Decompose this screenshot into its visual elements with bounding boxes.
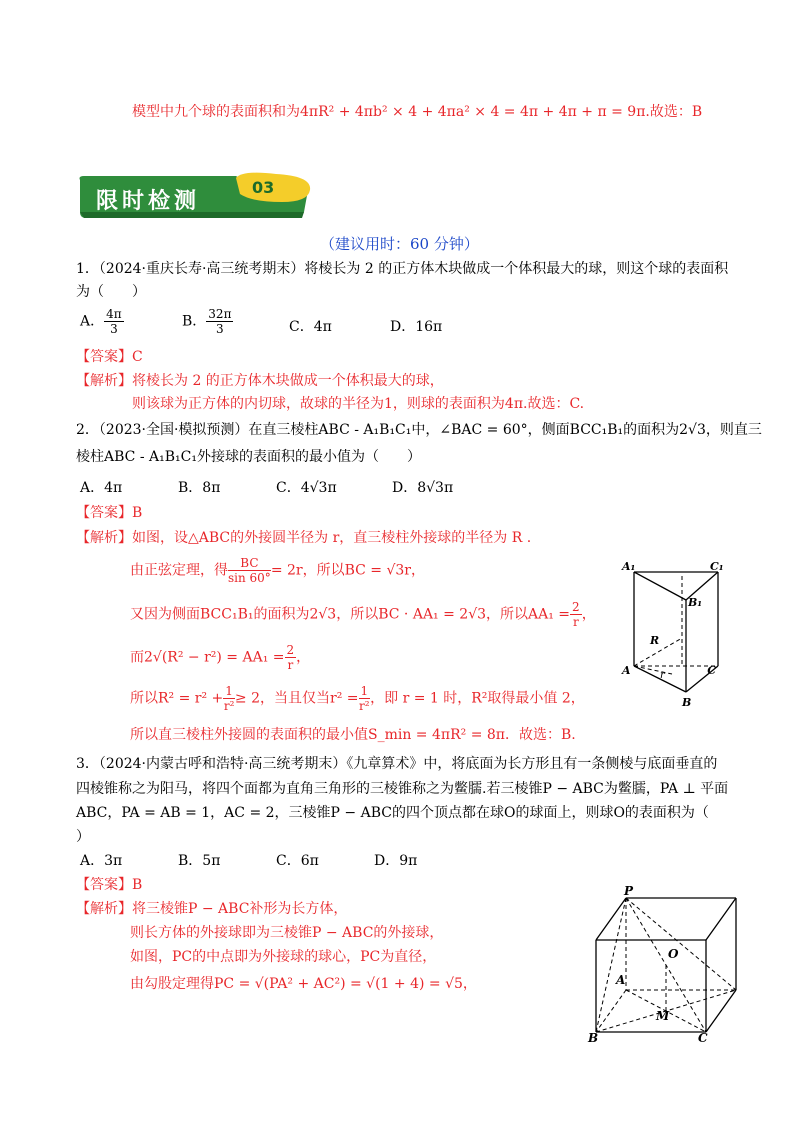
q3-analysis-line2: 则长方体的外接球即为三棱锥P − ABC的外接球， [130, 925, 444, 941]
label-o: O [668, 947, 679, 961]
q3-option-a: A．3π [80, 853, 123, 869]
label-m: M [656, 1009, 670, 1023]
q2-answer: 【答案】B [76, 505, 143, 521]
label-c: C [698, 1031, 708, 1045]
q2-stem-line1: 2．（2023·全国·模拟预测）在直三棱柱ABC - A₁B₁C₁中，∠BAC = 60°，侧面BCC₁B₁的面积为2√3，则直三 [76, 422, 762, 438]
q3-box-figure [586, 884, 746, 1044]
banner-title: 限时检测 [96, 189, 201, 214]
q1-option-c: C．4π [289, 319, 332, 335]
q3-answer: 【答案】B [76, 877, 143, 893]
label-a: A [616, 973, 626, 987]
q2-step1: 由正弦定理，得 $\frac{BC}{\sin 60^\circ}$ = 2r，所以BC = √3r， [130, 556, 426, 585]
q2-step3: 而2√(R² − r²) = AA₁ = $\frac{2}{r}$ ， [130, 643, 311, 672]
label-c1: C₁ [710, 560, 724, 573]
banner-number: 03 [252, 178, 275, 197]
q2-option-b: B．8π [178, 480, 221, 496]
q3-stem-line4: ） [76, 829, 90, 845]
q2-prism-figure [620, 558, 724, 709]
label-b: B [588, 1031, 599, 1045]
q1-option-b: B． $\frac{32\pi}{3}$ [182, 307, 232, 336]
q2-step2: 又因为侧面BCC₁B₁的面积为2√3，所以BC · AA₁ = 2√3，所以AA₁ = $\frac{2}{r}$ ， [130, 600, 596, 629]
label-b1: B₁ [688, 596, 703, 609]
label-c: C [707, 664, 716, 677]
q1-option-a: A． $\frac{4\pi}{3}$ [80, 307, 122, 336]
q2-stem-line2: 棱柱ABC - A₁B₁C₁外接球的表面积的最小值为（ ） [76, 449, 421, 465]
q2-option-a: A．4π [80, 480, 123, 496]
label-a1: A₁ [622, 560, 636, 573]
q2-step4: 所以R² = r² + $\frac{1}{\text{r²}}$ ≥ 2，当且仅当r² = $\frac{1}{\text{r²}}$ ，即 r = 1 时，R²取得最小值 2， [130, 684, 585, 713]
q3-stem-line3: ABC，PA = AB = 1，AC = 2，三棱锥P − ABC的四个顶点都在球O的球面上，则球O的表面积为（ [76, 805, 709, 821]
q3-option-b: B．5π [178, 853, 221, 869]
label-p: P [624, 884, 634, 898]
q3-option-d: D．9π [374, 853, 418, 869]
label-b: B [682, 696, 692, 709]
q1-option-d: D．16π [390, 319, 443, 335]
q3-analysis-line3: 如图，PC的中点即为外接球的球心，PC为直径， [130, 949, 437, 965]
previous-conclusion: 模型中九个球的表面积和为4πR² + 4πb² × 4 + 4πa² × 4 = 4π + 4π + π = 9π.故选：B [132, 104, 703, 120]
q3-analysis-line4: 由勾股定理得PC = √(PA² + AC²) = √(1 + 4) = √5， [130, 976, 477, 992]
label-a: A [622, 664, 631, 677]
q2-step5: 所以直三棱柱外接圆的表面积的最小值S_min = 4πR² = 8π．故选：B. [130, 727, 576, 743]
label-r: r [660, 670, 665, 681]
q1-analysis: 【解析】将棱长为 2 的正方体木块做成一个体积最大的球， [76, 373, 444, 389]
q1-stem-line1: 1．（2024·重庆长寿·高三统考期末）将棱长为 2 的正方体木块做成一个体积最大的球，则这个球的表面积 [76, 261, 729, 277]
q3-stem-line1: 3．（2024·内蒙古呼和浩特·高三统考期末）《九章算术》中，将底面为长方形且有一条侧棱与底面垂直的 [76, 756, 718, 772]
q3-analysis: 【解析】将三棱锥P − ABC补形为长方体， [76, 901, 348, 917]
q2-option-d: D．8√3π [392, 480, 454, 496]
q1-answer: 【答案】C [76, 349, 143, 365]
suggested-time: （建议用时：60 分钟） [320, 235, 479, 253]
q2-option-c: C．4√3π [276, 480, 337, 496]
q1-analysis-line2: 则该球为正方体的内切球，故球的半径为1，则球的表面积为4π.故选：C. [132, 396, 585, 412]
q2-analysis: 【解析】如图，设△ABC的外接圆半径为 r，直三棱柱外接球的半径为 R . [76, 530, 532, 546]
q3-stem-line2: 四棱锥称之为阳马，将四个面都为直角三角形的三棱锥称之为鳖臑.若三棱锥P − ABC为鳖臑，PA ⊥ 平面 [76, 781, 729, 797]
q1-stem-line2: 为（ ） [76, 284, 146, 300]
label-R: R [650, 634, 660, 647]
q3-option-c: C．6π [276, 853, 319, 869]
